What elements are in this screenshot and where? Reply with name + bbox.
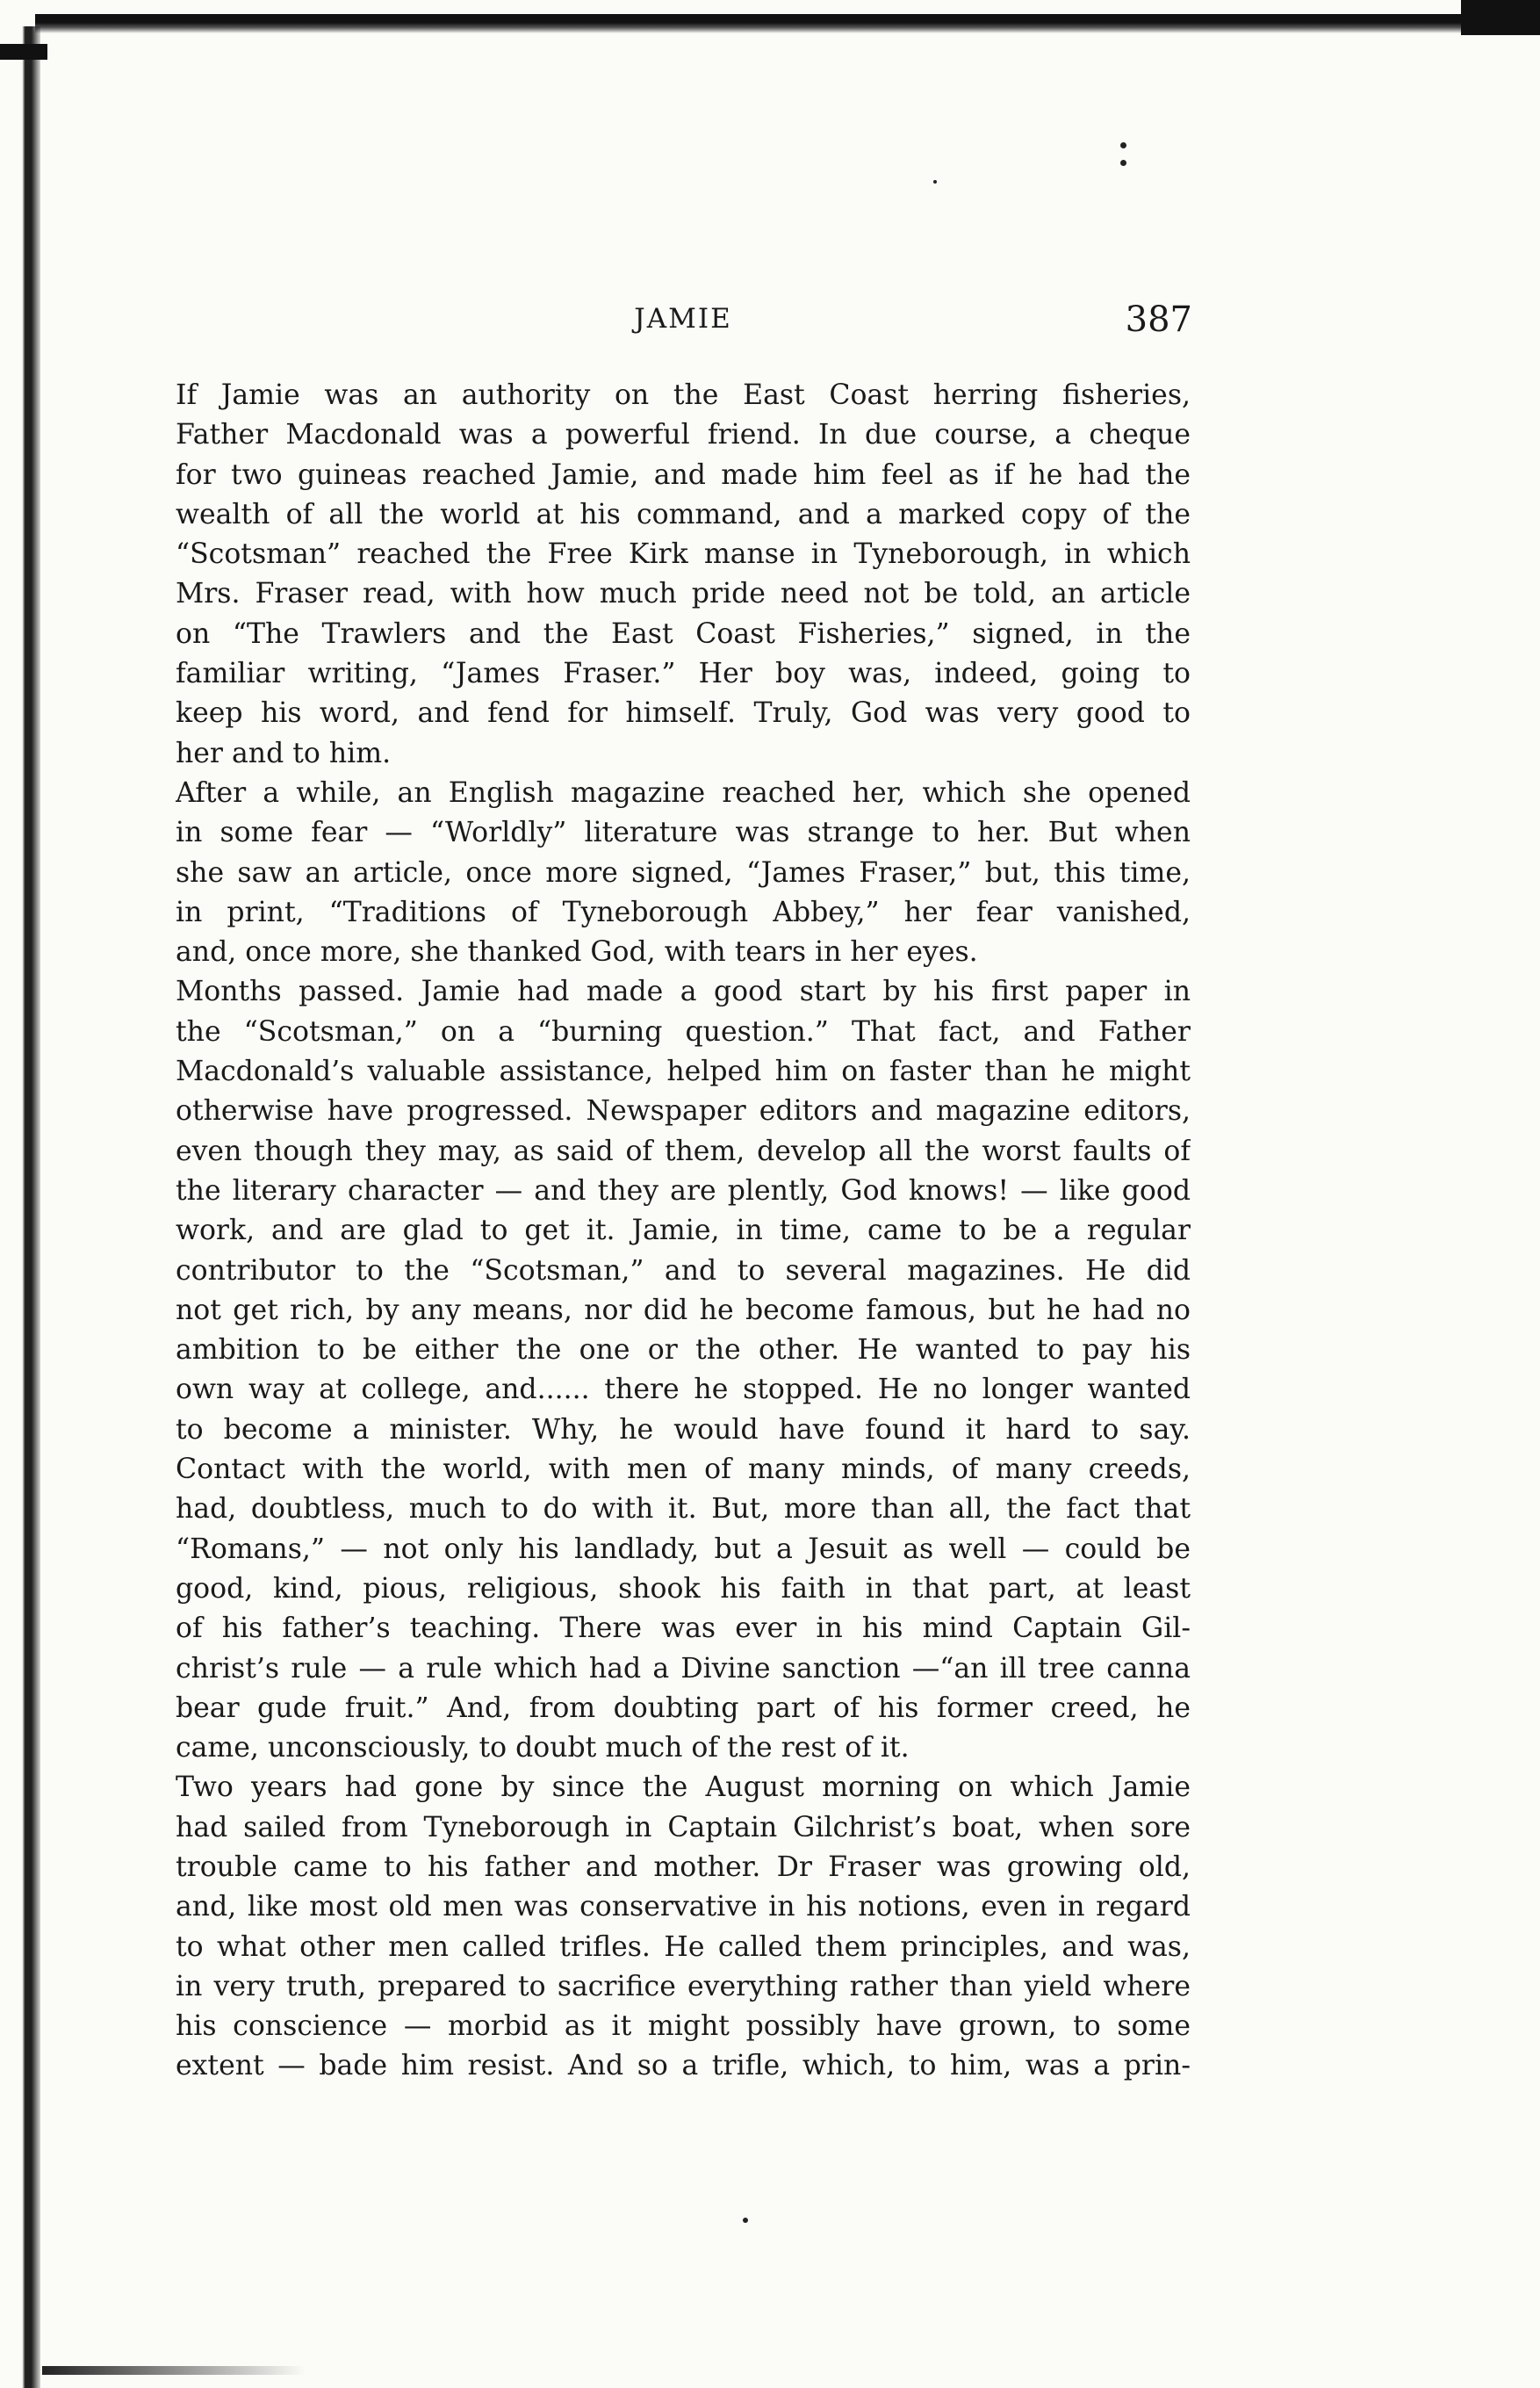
text-line: her and to him. <box>176 737 392 769</box>
text-line: christ’s rule — a rule which had a Divine sanction —“an ill tree canna <box>176 1652 1191 1685</box>
text-line: Two years had gone by since the August morning on which Jamie <box>176 1771 1191 1804</box>
text-line: had, doubtless, much to do with it. But, more than all, the fact that <box>176 1493 1191 1526</box>
scan-speck <box>1120 142 1126 148</box>
text-line: bear gude fruit.” And, from doubting part of his former creed, he <box>176 1692 1191 1724</box>
text-line: on “The Trawlers and the East Coast Fisheries,” signed, in the <box>176 617 1191 650</box>
text-line: keep his word, and fend for himself. Truly, God was very good to <box>176 697 1191 730</box>
text-line: trouble came to his father and mother. Dr Fraser was growing old, <box>176 1851 1191 1883</box>
page-header <box>174 299 1192 356</box>
text-line: After a while, an English magazine reached her, which she opened <box>176 776 1191 809</box>
text-line: own way at college, and...... there he stopped. He no longer wanted <box>176 1374 1191 1406</box>
page-number: 387 <box>1125 299 1192 340</box>
text-line: good, kind, pious, religious, shook his faith in that part, at least <box>176 1572 1191 1605</box>
text-line: contributor to the “Scotsman,” and to several magazines. He did <box>176 1254 1191 1287</box>
text-line: Father Macdonald was a powerful friend. In due course, a cheque <box>176 419 1191 451</box>
scan-speck <box>933 180 937 184</box>
text-line: and, once more, she thanked God, with tears in her eyes. <box>176 936 978 969</box>
text-line: the literary character — and they are plently, God knows! — like good <box>176 1174 1191 1207</box>
text-line: wealth of all the world at his command, and a marked copy of the <box>176 498 1191 530</box>
text-line: came, unconsciously, to doubt much of the rest of it. <box>176 1732 910 1764</box>
text-line: Contact with the world, with men of many minds, of many creeds, <box>176 1454 1191 1486</box>
text-line: Mrs. Fraser read, with how much pride need not be told, an article <box>176 578 1191 610</box>
text-line: his conscience — morbid as it might possibly have grown, to some <box>176 2010 1191 2043</box>
text-line: and, like most old men was conservative in his notions, even in regard <box>176 1891 1191 1923</box>
text-line: to become a minister. Why, he would have found it hard to say. <box>176 1413 1191 1446</box>
scan-speck <box>743 2218 748 2223</box>
scan-edge-left <box>0 26 40 2388</box>
text-line: otherwise have progressed. Newspaper editors and magazine editors, <box>176 1095 1191 1128</box>
scan-edge-bottom <box>42 2366 306 2375</box>
scan-speck <box>1120 160 1126 166</box>
text-line: to what other men called trifles. He called them principles, and was, <box>176 1930 1191 1963</box>
text-line: in print, “Traditions of Tyneborough Abbey,” her fear vanished, <box>176 896 1191 928</box>
text-line: Months passed. Jamie had made a good start by his first paper in <box>176 976 1191 1008</box>
text-line: ambition to be either the one or the other. He wanted to pay his <box>176 1334 1191 1367</box>
text-line: in some fear — “Worldly” literature was strange to her. But when <box>176 817 1191 849</box>
body-text <box>176 376 1191 2087</box>
text-line: “Romans,” — not only his landlady, but a Jesuit as well — could be <box>176 1533 1191 1565</box>
text-line: the “Scotsman,” on a “burning question.” That fact, and Father <box>176 1015 1191 1048</box>
text-line: in very truth, prepared to sacrifice everything rather than yield where <box>176 1970 1191 2002</box>
text-line: extent — bade him resist. And so a trifle, which, to him, was a prin- <box>176 2050 1191 2082</box>
scan-edge-notch <box>0 44 47 60</box>
scan-edge-top <box>35 14 1540 33</box>
text-line: of his father’s teaching. There was ever in his mind Captain Gil- <box>176 1612 1191 1645</box>
text-line: familiar writing, “James Fraser.” Her boy was, indeed, going to <box>176 658 1191 690</box>
text-line: work, and are glad to get it. Jamie, in time, came to be a regular <box>176 1215 1191 1247</box>
text-line: If Jamie was an authority on the East Coast herring fisheries, <box>176 379 1191 411</box>
text-line: not get rich, by any means, nor did he become famous, but he had no <box>176 1294 1191 1326</box>
scan-edge-corner <box>1461 0 1540 35</box>
text-line: Macdonald’s valuable assistance, helped him on faster than he might <box>176 1056 1191 1088</box>
text-line: for two guineas reached Jamie, and made him feel as if he had the <box>176 458 1191 491</box>
text-line: “Scotsman” reached the Free Kirk manse in Tyneborough, in which <box>176 538 1191 571</box>
text-line: even though they may, as said of them, develop all the worst faults of <box>176 1135 1191 1167</box>
text-line: she saw an article, once more signed, “James Fraser,” but, this time, <box>176 856 1191 889</box>
running-head: JAMIE <box>634 303 732 335</box>
text-line: had sailed from Tyneborough in Captain Gilchrist’s boat, when sore <box>176 1811 1191 1843</box>
